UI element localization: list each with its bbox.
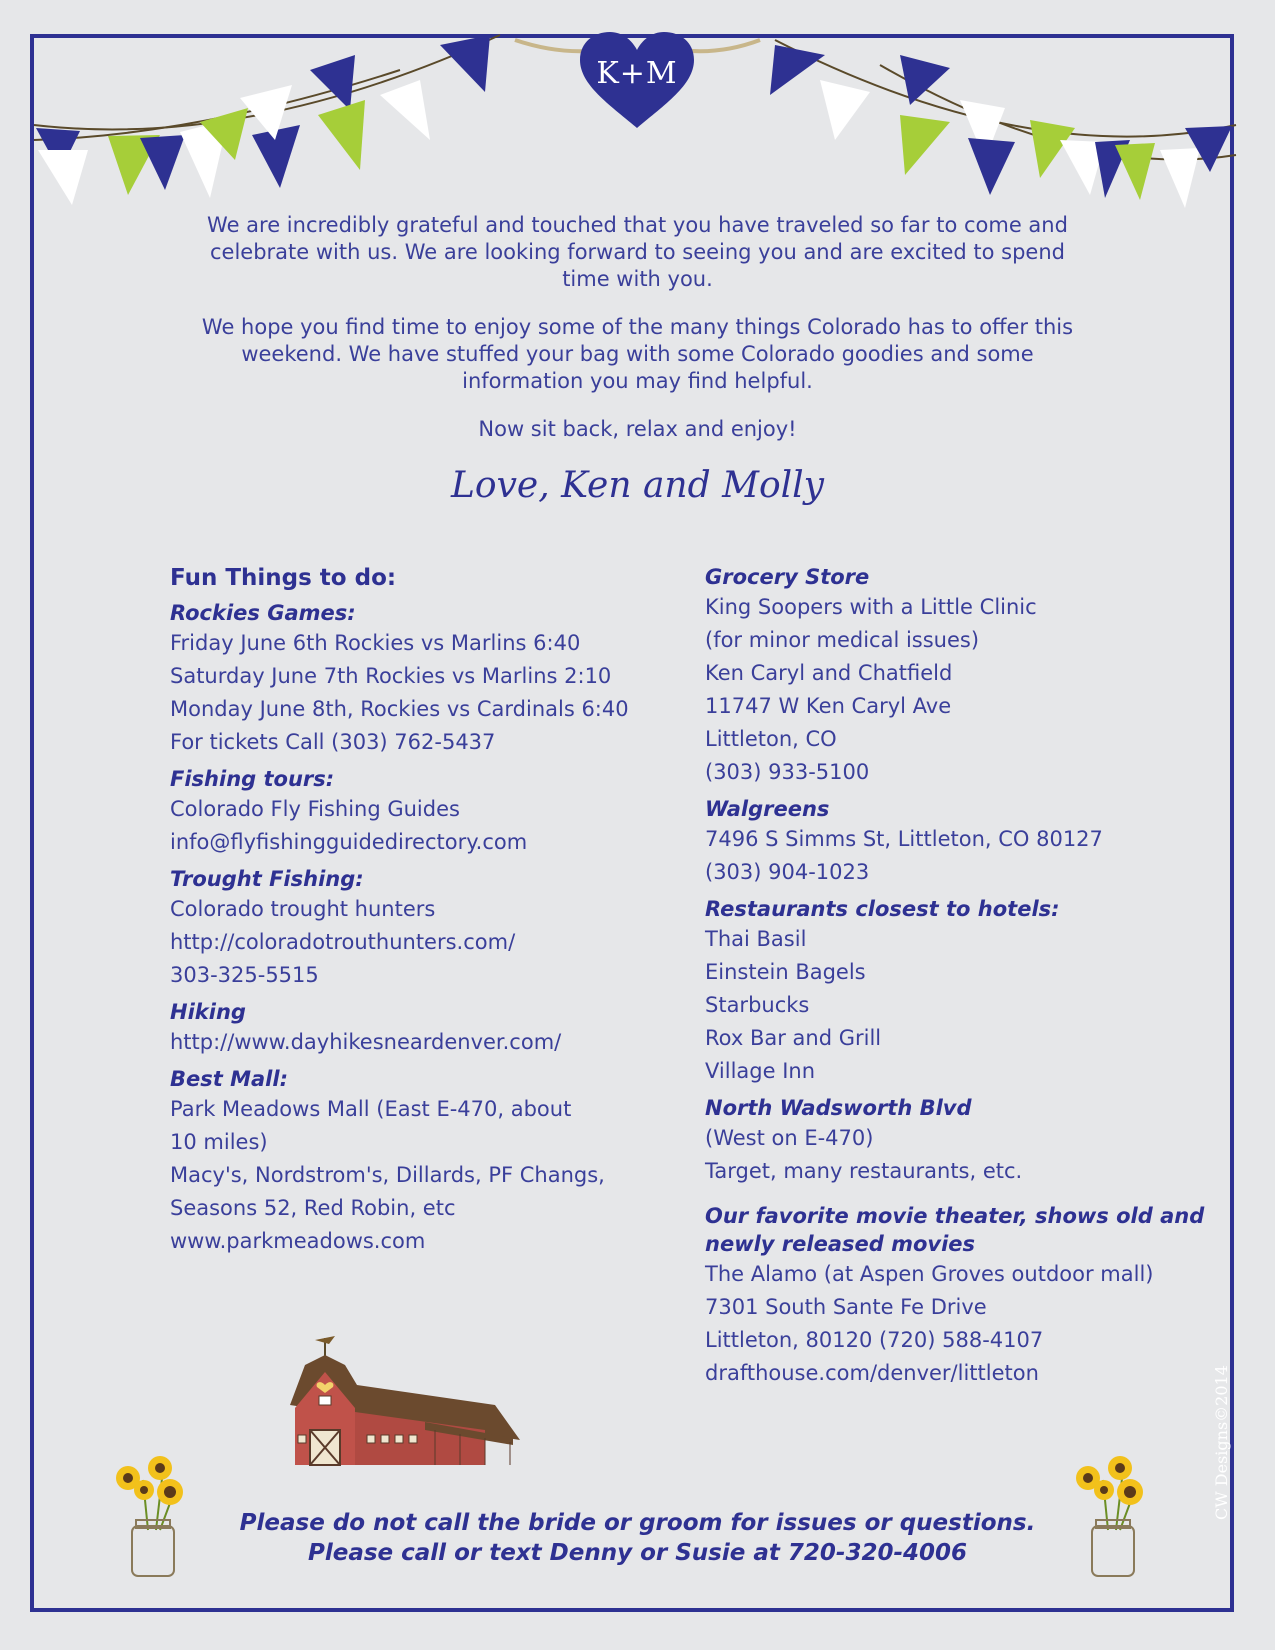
trought-url: http://coloradotrouthunters.com/ [170,930,516,954]
mall-heading: Best Mall: [170,1067,288,1091]
wadsworth-line: (West on E-470) [705,1126,874,1150]
restaurant-item: Thai Basil [705,927,807,951]
theater-line: Littleton, 80120 (720) 588-4107 [705,1328,1044,1352]
walgreens-phone: (303) 904-1023 [705,860,870,884]
rockies-tickets: For tickets Call (303) 762-5437 [170,730,496,754]
grocery-line: (for minor medical issues) [705,628,980,652]
hiking-heading: Hiking [170,1000,246,1024]
left-column [170,563,670,1258]
hiking-url: http://www.dayhikesneardenver.com/ [170,1030,562,1054]
wadsworth-line: Target, many restaurants, etc. [705,1159,1023,1183]
grocery-heading: Grocery Store [705,565,870,589]
restaurant-item: Einstein Bagels [705,960,866,984]
restaurant-item: Village Inn [705,1059,816,1083]
monogram: K+M [596,56,678,91]
mall-line: Macy's, Nordstrom's, Dillards, PF Changs, [170,1163,605,1187]
rockies-line: Monday June 8th, Rockies vs Cardinals 6:40 [170,697,629,721]
mall-line: Seasons 52, Red Robin, etc [170,1196,456,1220]
barn-icon [285,1330,520,1475]
signoff: Love, Ken and Molly [450,465,824,506]
mall-line: Park Meadows Mall (East E-470, about 10 miles) [170,1097,572,1154]
footer-line-1: Please do not call the bride or groom for issues or questions. [239,1510,1036,1536]
wadsworth-heading: North Wadsworth Blvd [705,1096,972,1120]
walgreens-address: 7496 S Simms St, Littleton, CO 80127 [705,827,1103,851]
rockies-heading: Rockies Games: [170,601,356,625]
fun-things-heading: Fun Things to do: [170,565,397,591]
restaurants-heading: Restaurants closest to hotels: [705,897,1060,921]
grocery-phone: (303) 933-5100 [705,760,870,784]
fishing-email: info@flyfishingguidedirectory.com [170,830,528,854]
intro-paragraph-3: Now sit back, relax and enjoy! [478,417,797,441]
restaurant-item: Starbucks [705,993,810,1017]
fishing-heading: Fishing tours: [170,767,335,791]
theater-url: drafthouse.com/denver/littleton [705,1361,1039,1385]
bunting-banner-icon [0,0,1275,220]
trought-phone: 303-325-5515 [170,963,319,987]
intro-paragraph-1: We are incredibly grateful and touched that you have traveled so far to come and celebrate with us. We are looking forward to seeing you and are excited to spend time with you. [207,213,1068,291]
footer-line-2: Please call or text Denny or Susie at 720-320-4006 [307,1540,968,1566]
grocery-line: Littleton, CO [705,727,837,751]
copyright: CW Designs©2014 [1212,1365,1231,1520]
theater-line: 7301 South Sante Fe Drive [705,1295,987,1319]
footer-notice [200,1508,1075,1568]
theater-heading: Our favorite movie theater, shows old and newly released movies [705,1204,1205,1256]
restaurant-item: Rox Bar and Grill [705,1026,882,1050]
rockies-line: Saturday June 7th Rockies vs Marlins 2:10 [170,664,612,688]
grocery-line: 11747 W Ken Caryl Ave [705,694,952,718]
fishing-line: Colorado Fly Fishing Guides [170,797,460,821]
walgreens-heading: Walgreens [705,797,830,821]
grocery-line: Ken Caryl and Chatfield [705,661,953,685]
intro-paragraph-2: We hope you find time to enjoy some of the many things Colorado has to offer this weekend. We have stuffed your bag with some Colorado goodies and some information you may find helpful. [201,315,1074,393]
theater-line: The Alamo (at Aspen Groves outdoor mall) [705,1262,1154,1286]
right-column [705,563,1225,1390]
mall-url: www.parkmeadows.com [170,1229,426,1253]
sunflower-jar-icon [108,1450,198,1580]
grocery-line: King Soopers with a Little Clinic [705,595,1037,619]
sunflower-jar-icon [1068,1450,1158,1580]
trought-heading: Trought Fishing: [170,867,364,891]
trought-line: Colorado trought hunters [170,897,436,921]
rockies-line: Friday June 6th Rockies vs Marlins 6:40 [170,631,581,655]
